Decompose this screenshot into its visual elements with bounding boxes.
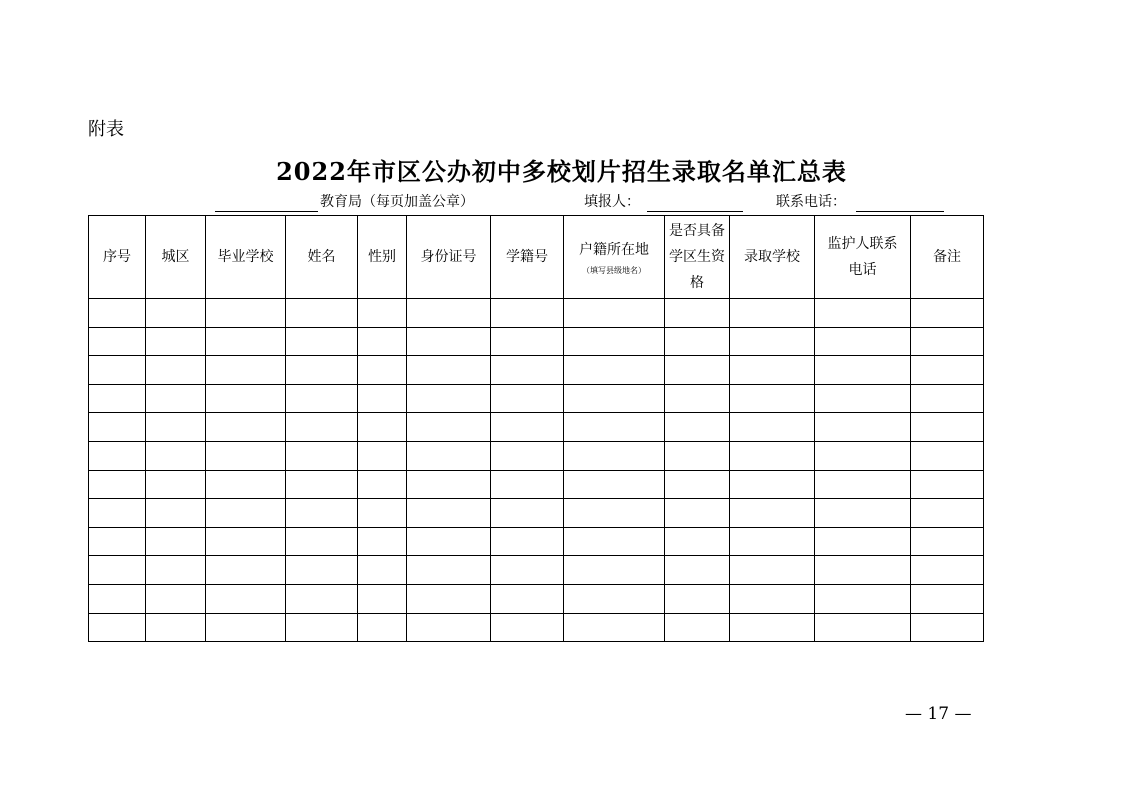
table-cell[interactable] xyxy=(491,527,564,556)
table-row xyxy=(89,613,984,642)
table-cell[interactable] xyxy=(911,327,984,356)
table-cell[interactable] xyxy=(665,299,730,328)
table-cell[interactable] xyxy=(730,584,815,613)
table-cell[interactable] xyxy=(564,441,665,470)
phone-blank xyxy=(856,211,944,212)
table-cell[interactable] xyxy=(407,499,491,528)
table-cell[interactable] xyxy=(286,556,358,585)
table-cell[interactable] xyxy=(815,499,911,528)
table-row xyxy=(89,299,984,328)
table-cell[interactable] xyxy=(146,613,206,642)
table-cell[interactable] xyxy=(665,327,730,356)
table-cell[interactable] xyxy=(89,441,146,470)
header-student-id: 学籍号 xyxy=(491,216,564,299)
table-cell[interactable] xyxy=(911,299,984,328)
table-cell[interactable] xyxy=(89,499,146,528)
table-cell[interactable] xyxy=(665,470,730,499)
table-cell[interactable] xyxy=(407,413,491,442)
table-cell[interactable] xyxy=(89,556,146,585)
table-cell[interactable] xyxy=(564,527,665,556)
table-cell[interactable] xyxy=(89,327,146,356)
table-cell[interactable] xyxy=(407,470,491,499)
header-remarks: 备注 xyxy=(911,216,984,299)
table-cell[interactable] xyxy=(89,299,146,328)
table-cell[interactable] xyxy=(564,613,665,642)
table-cell[interactable] xyxy=(89,470,146,499)
table-cell[interactable] xyxy=(358,584,407,613)
table-cell[interactable] xyxy=(730,413,815,442)
table-cell[interactable] xyxy=(730,384,815,413)
table-cell[interactable] xyxy=(491,584,564,613)
page-number: — 17 — xyxy=(905,704,972,724)
table-cell[interactable] xyxy=(815,413,911,442)
bureau-label: 教育局（每页加盖公章） xyxy=(320,194,474,210)
table-cell[interactable] xyxy=(665,584,730,613)
table-cell[interactable] xyxy=(89,584,146,613)
table-cell[interactable] xyxy=(730,499,815,528)
table-cell[interactable] xyxy=(146,499,206,528)
table-row xyxy=(89,527,984,556)
table-cell[interactable] xyxy=(407,441,491,470)
table-cell[interactable] xyxy=(407,327,491,356)
table-cell[interactable] xyxy=(286,327,358,356)
filler-blank xyxy=(647,211,743,212)
header-id-number: 身份证号 xyxy=(407,216,491,299)
table-cell[interactable] xyxy=(146,584,206,613)
table-cell[interactable] xyxy=(491,384,564,413)
enrollment-table xyxy=(88,215,984,642)
table-row xyxy=(89,384,984,413)
table-cell[interactable] xyxy=(665,413,730,442)
table-cell[interactable] xyxy=(89,613,146,642)
table-cell[interactable] xyxy=(206,299,286,328)
table-cell[interactable] xyxy=(407,584,491,613)
table-cell[interactable] xyxy=(491,441,564,470)
filler-label: 填报人： xyxy=(584,194,640,210)
table-cell[interactable] xyxy=(815,327,911,356)
table-cell[interactable] xyxy=(146,327,206,356)
table-cell[interactable] xyxy=(911,413,984,442)
header-graduating-school: 毕业学校 xyxy=(206,216,286,299)
table-cell[interactable] xyxy=(286,384,358,413)
table-cell[interactable] xyxy=(730,556,815,585)
table-cell[interactable] xyxy=(815,584,911,613)
table-cell[interactable] xyxy=(911,584,984,613)
table-cell[interactable] xyxy=(564,584,665,613)
table-cell[interactable] xyxy=(911,384,984,413)
household-note: （填写县级地名） xyxy=(582,266,646,275)
table-cell[interactable] xyxy=(564,299,665,328)
table-cell[interactable] xyxy=(286,441,358,470)
table-cell[interactable] xyxy=(491,499,564,528)
table-cell[interactable] xyxy=(730,327,815,356)
table-cell[interactable] xyxy=(564,413,665,442)
table-cell[interactable] xyxy=(89,527,146,556)
table-row xyxy=(89,470,984,499)
table-cell[interactable] xyxy=(206,327,286,356)
table-cell[interactable] xyxy=(730,299,815,328)
table-cell[interactable] xyxy=(491,556,564,585)
table-cell[interactable] xyxy=(911,470,984,499)
table-cell[interactable] xyxy=(146,356,206,385)
table-cell[interactable] xyxy=(730,527,815,556)
table-cell[interactable] xyxy=(665,384,730,413)
table-cell[interactable] xyxy=(286,613,358,642)
table-cell[interactable] xyxy=(146,527,206,556)
table-cell[interactable] xyxy=(730,441,815,470)
table-cell[interactable] xyxy=(286,413,358,442)
table-cell[interactable] xyxy=(206,584,286,613)
table-cell[interactable] xyxy=(89,384,146,413)
table-cell[interactable] xyxy=(146,413,206,442)
header-gender: 性别 xyxy=(358,216,407,299)
table-cell[interactable] xyxy=(358,327,407,356)
table-cell[interactable] xyxy=(491,613,564,642)
table-header-row xyxy=(89,216,984,299)
table-cell[interactable] xyxy=(564,384,665,413)
table-cell[interactable] xyxy=(206,527,286,556)
header-name: 姓名 xyxy=(286,216,358,299)
table-cell[interactable] xyxy=(146,299,206,328)
table-cell[interactable] xyxy=(407,384,491,413)
phone-label: 联系电话： xyxy=(776,194,846,210)
table-cell[interactable] xyxy=(286,527,358,556)
table-cell[interactable] xyxy=(491,356,564,385)
header-serial-no: 序号 xyxy=(89,216,146,299)
table-cell[interactable] xyxy=(911,556,984,585)
table-cell[interactable] xyxy=(491,299,564,328)
table-cell[interactable] xyxy=(815,556,911,585)
table-cell[interactable] xyxy=(911,499,984,528)
table-cell[interactable] xyxy=(665,556,730,585)
table-cell[interactable] xyxy=(286,499,358,528)
table-cell[interactable] xyxy=(146,441,206,470)
table-cell[interactable] xyxy=(564,499,665,528)
table-cell[interactable] xyxy=(815,356,911,385)
table-row xyxy=(89,499,984,528)
table-cell[interactable] xyxy=(911,356,984,385)
table-body xyxy=(89,299,984,642)
table-cell[interactable] xyxy=(815,613,911,642)
header-district-eligibility: 是否具备学区生资格 xyxy=(665,216,730,299)
table-cell[interactable] xyxy=(358,441,407,470)
table-cell[interactable] xyxy=(665,499,730,528)
table-cell[interactable] xyxy=(815,527,911,556)
header-household-location: 户籍所在地 （填写县级地名） xyxy=(564,216,665,299)
table-cell[interactable] xyxy=(358,499,407,528)
table-cell[interactable] xyxy=(911,527,984,556)
attachment-label: 附表 xyxy=(88,119,124,140)
table-cell[interactable] xyxy=(358,356,407,385)
table-cell[interactable] xyxy=(815,299,911,328)
table-cell[interactable] xyxy=(564,327,665,356)
table-cell[interactable] xyxy=(564,356,665,385)
table-row xyxy=(89,413,984,442)
table-cell[interactable] xyxy=(407,299,491,328)
table-row xyxy=(89,441,984,470)
table-cell[interactable] xyxy=(358,613,407,642)
table-cell[interactable] xyxy=(407,613,491,642)
table-cell[interactable] xyxy=(491,413,564,442)
table-cell[interactable] xyxy=(89,356,146,385)
table-cell[interactable] xyxy=(911,441,984,470)
table-cell[interactable] xyxy=(146,556,206,585)
table-cell[interactable] xyxy=(206,556,286,585)
table-cell[interactable] xyxy=(407,356,491,385)
table-cell[interactable] xyxy=(206,413,286,442)
table-cell[interactable] xyxy=(665,527,730,556)
header-district: 城区 xyxy=(146,216,206,299)
table-cell[interactable] xyxy=(564,556,665,585)
table-cell[interactable] xyxy=(665,441,730,470)
table-cell[interactable] xyxy=(206,441,286,470)
table-row xyxy=(89,356,984,385)
table-cell[interactable] xyxy=(286,470,358,499)
table-cell[interactable] xyxy=(146,384,206,413)
table-row xyxy=(89,584,984,613)
header-admitted-school: 录取学校 xyxy=(730,216,815,299)
table-cell[interactable] xyxy=(815,470,911,499)
table-cell[interactable] xyxy=(206,384,286,413)
table-cell[interactable] xyxy=(815,384,911,413)
table-cell[interactable] xyxy=(358,556,407,585)
table-cell[interactable] xyxy=(206,470,286,499)
table-cell[interactable] xyxy=(407,527,491,556)
table-cell[interactable] xyxy=(730,356,815,385)
table-cell[interactable] xyxy=(358,299,407,328)
table-cell[interactable] xyxy=(665,613,730,642)
table-cell[interactable] xyxy=(491,470,564,499)
table-cell[interactable] xyxy=(358,384,407,413)
page-title: 2022年市区公办初中多校划片招生录取名单汇总表 xyxy=(276,157,847,186)
table-row xyxy=(89,327,984,356)
table-cell[interactable] xyxy=(206,356,286,385)
table-cell[interactable] xyxy=(665,356,730,385)
table-cell[interactable] xyxy=(815,441,911,470)
table-cell[interactable] xyxy=(911,613,984,642)
table-cell[interactable] xyxy=(286,584,358,613)
table-cell[interactable] xyxy=(564,470,665,499)
table-cell[interactable] xyxy=(407,556,491,585)
table-cell[interactable] xyxy=(730,470,815,499)
header-guardian-phone: 监护人联系电话 xyxy=(815,216,911,299)
table-cell[interactable] xyxy=(206,613,286,642)
table-row xyxy=(89,556,984,585)
table-cell[interactable] xyxy=(358,527,407,556)
table-cell[interactable] xyxy=(89,413,146,442)
table-cell[interactable] xyxy=(286,299,358,328)
table-cell[interactable] xyxy=(491,327,564,356)
table-cell[interactable] xyxy=(146,470,206,499)
bureau-blank xyxy=(215,211,318,212)
table-cell[interactable] xyxy=(358,470,407,499)
table-cell[interactable] xyxy=(358,413,407,442)
table-cell[interactable] xyxy=(730,613,815,642)
table-cell[interactable] xyxy=(286,356,358,385)
table-cell[interactable] xyxy=(206,499,286,528)
